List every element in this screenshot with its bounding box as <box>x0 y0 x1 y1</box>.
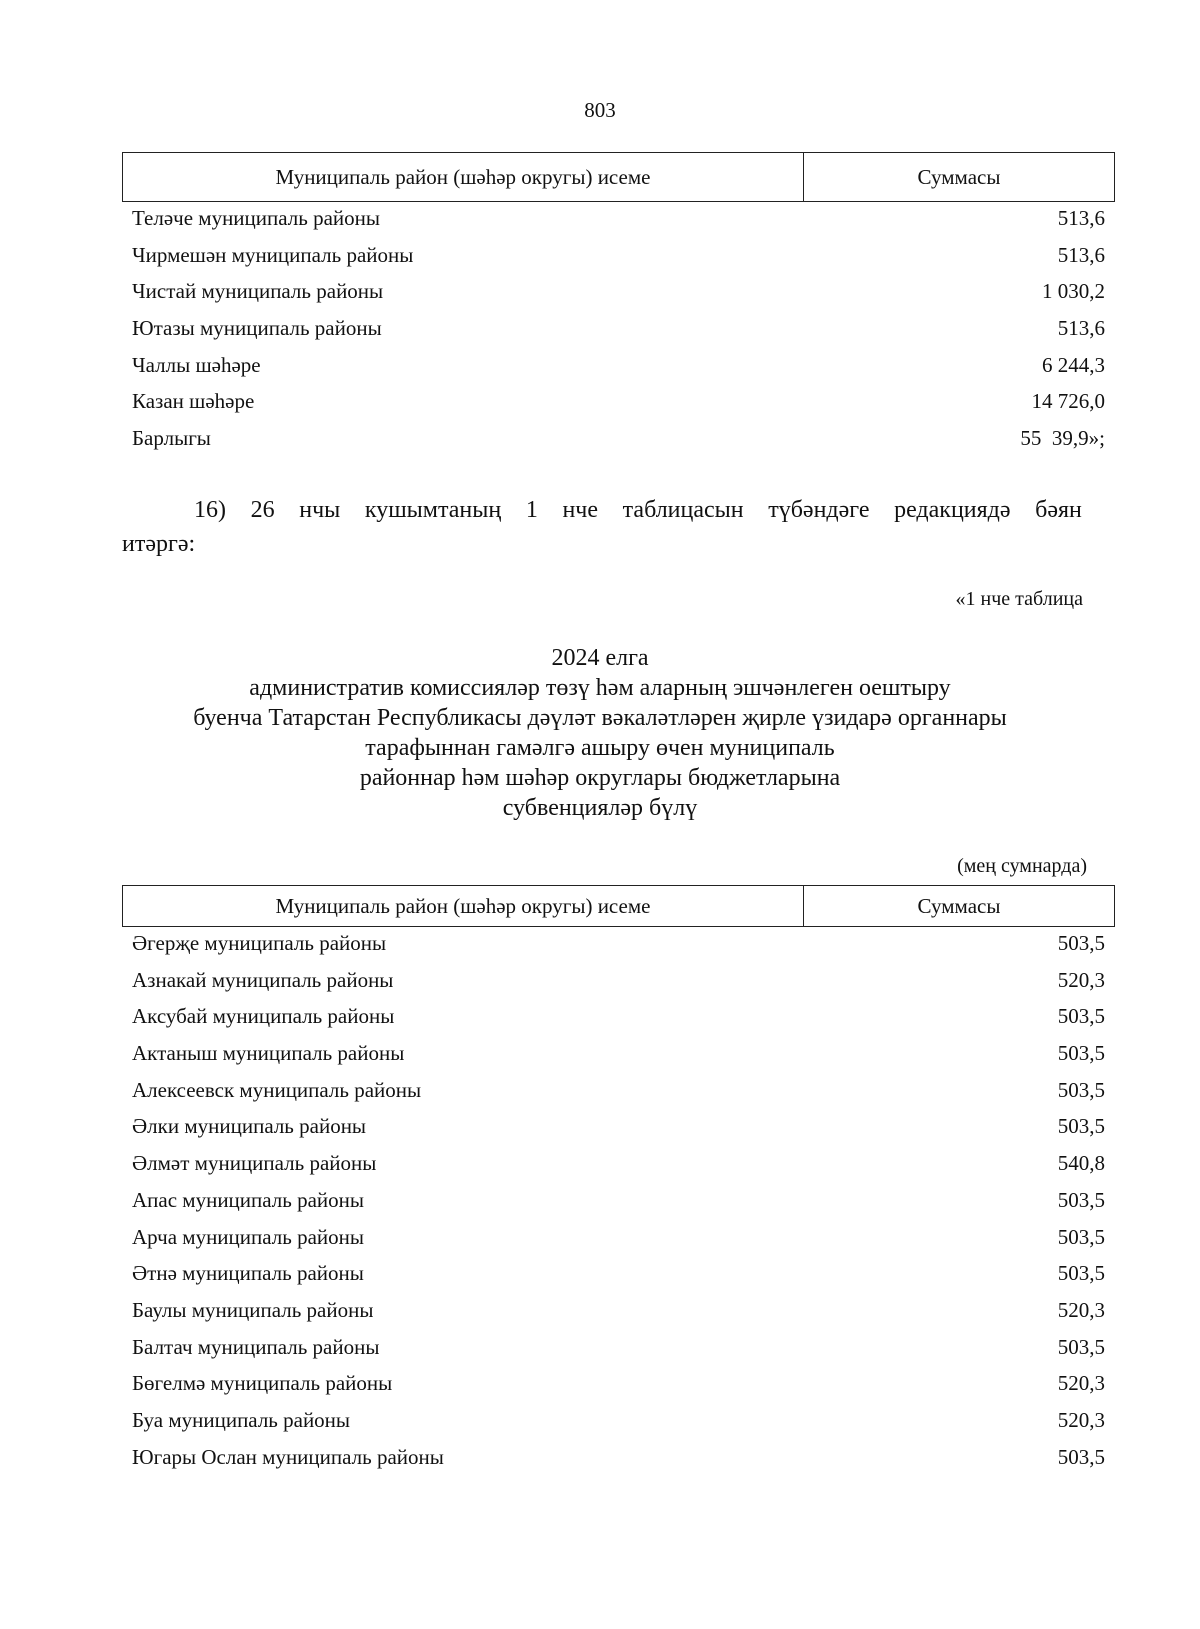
row-value: 540,8 <box>1057 1151 1105 1176</box>
row-value: 503,5 <box>1057 1077 1105 1102</box>
paragraph-word: 1 <box>525 497 538 523</box>
row-value: 14 726,0 <box>1031 389 1105 414</box>
table-row <box>122 1037 1115 1074</box>
table-row <box>122 1110 1115 1147</box>
row-value: 513,6 <box>1057 206 1105 230</box>
row-name: Теләче муниципаль районы <box>132 206 380 230</box>
row-value: 520,3 <box>1057 1371 1105 1396</box>
paragraph-word: нчы <box>299 497 341 523</box>
row-name: Апас муниципаль районы <box>132 1187 364 1212</box>
row-value: 503,5 <box>1057 1334 1105 1359</box>
row-name: Чирмешән муниципаль районы <box>132 242 414 267</box>
table-row <box>122 1221 1115 1258</box>
row-name: Әтнә муниципаль районы <box>132 1261 364 1286</box>
table-row <box>122 1184 1115 1221</box>
table-row <box>122 1441 1115 1478</box>
column-header-name: Муниципаль район (шәһәр округы) исеме <box>123 153 804 201</box>
column-header-name: Муниципаль район (шәһәр округы) исеме <box>123 886 804 926</box>
amendment-paragraph <box>122 493 1082 561</box>
title-line: 2024 елга <box>551 645 649 671</box>
title-line: буенча Татарстан Республикасы дәүләт вәкаләтләрен җирле үзидарә органнары <box>193 705 1007 731</box>
row-name: Балтач муниципаль районы <box>132 1334 380 1359</box>
table-title <box>0 643 1200 823</box>
row-value: 503,5 <box>1057 1004 1105 1029</box>
row-name: Барлыгы <box>132 426 211 451</box>
row-name: Казан шәһәре <box>132 389 255 414</box>
row-value: 6 244,3 <box>1042 352 1105 377</box>
row-name: Аксубай муниципаль районы <box>132 1004 395 1029</box>
paragraph-word: 26 <box>250 497 275 523</box>
row-name: Югары Ослан муниципаль районы <box>132 1444 444 1469</box>
table-row <box>122 385 1115 422</box>
paragraph-line-2: итәргә: <box>122 531 196 557</box>
table-row <box>122 275 1115 312</box>
row-value: 1 030,2 <box>1042 279 1105 304</box>
row-name: Баулы муниципаль районы <box>132 1297 374 1322</box>
table-row-total <box>122 422 1115 459</box>
table-row <box>122 1367 1115 1404</box>
paragraph-word: 16) <box>194 497 226 523</box>
row-value: 513,6 <box>1057 316 1105 341</box>
row-value: 55 39,9»; <box>1020 426 1105 451</box>
paragraph-word: нче <box>562 497 599 523</box>
row-value: 503,5 <box>1057 1187 1105 1212</box>
table-header <box>122 152 1115 202</box>
paragraph-line-1 <box>122 493 1082 527</box>
row-name: Ютазы муниципаль районы <box>132 316 382 341</box>
row-name: Әгерҗе муниципаль районы <box>132 931 387 955</box>
paragraph-word: таблицасын <box>622 497 744 523</box>
table-row <box>122 239 1115 276</box>
paragraph-word: бәян <box>1035 497 1082 523</box>
title-line: тарафыннан гамәлгә ашыру өчен муниципаль <box>365 735 835 761</box>
table-row <box>122 1404 1115 1441</box>
row-name: Арча муниципаль районы <box>132 1224 364 1249</box>
title-line: административ комиссияләр төзү һәм аларның эшчәнлеген оештыру <box>249 675 951 701</box>
column-header-sum: Суммасы <box>917 164 1001 189</box>
table-row <box>122 1257 1115 1294</box>
row-name: Әлки муниципаль районы <box>132 1114 367 1139</box>
table-row <box>122 312 1115 349</box>
table-2 <box>122 885 1115 1477</box>
row-name: Актаныш муниципаль районы <box>132 1041 405 1066</box>
table-row <box>122 1147 1115 1184</box>
row-name: Чистай муниципаль районы <box>132 279 384 304</box>
row-value: 520,3 <box>1057 1297 1105 1322</box>
row-value: 503,5 <box>1057 931 1105 955</box>
row-value: 513,6 <box>1057 242 1105 267</box>
table-row <box>122 927 1115 964</box>
table-row <box>122 1331 1115 1368</box>
table-row <box>122 349 1115 386</box>
row-name: Азнакай муниципаль районы <box>132 967 394 992</box>
row-name: Чаллы шәһәре <box>132 352 261 377</box>
row-value: 520,3 <box>1057 967 1105 992</box>
row-value: 520,3 <box>1057 1407 1105 1432</box>
row-value: 503,5 <box>1057 1041 1105 1066</box>
row-name: Буа муниципаль районы <box>132 1407 351 1432</box>
row-value: 503,5 <box>1057 1444 1105 1469</box>
table-row <box>122 1074 1115 1111</box>
table-row <box>122 202 1115 239</box>
paragraph-word: кушымтаның <box>364 497 502 523</box>
table-label: «1 нче таблица <box>955 588 1083 610</box>
table-1 <box>122 152 1115 459</box>
table-row <box>122 1000 1115 1037</box>
row-name: Әлмәт муниципаль районы <box>132 1151 377 1176</box>
row-name: Алексеевск муниципаль районы <box>132 1077 422 1102</box>
title-line: субвенцияләр бүлү <box>502 795 698 821</box>
title-line: районнар һәм шәһәр округлары бюджетларына <box>359 765 841 791</box>
paragraph-word: редакциядә <box>894 497 1011 523</box>
row-value: 503,5 <box>1057 1224 1105 1249</box>
row-value: 503,5 <box>1057 1114 1105 1139</box>
unit-label: (мең сумнарда) <box>957 855 1087 877</box>
row-name: Бөгелмә муниципаль районы <box>132 1371 393 1396</box>
table-row <box>122 964 1115 1001</box>
table-header <box>122 885 1115 927</box>
paragraph-word: түбәндәге <box>768 497 870 523</box>
table-row <box>122 1294 1115 1331</box>
page-number: 803 <box>584 98 616 122</box>
row-value: 503,5 <box>1057 1261 1105 1286</box>
column-header-sum: Суммасы <box>917 893 1001 918</box>
